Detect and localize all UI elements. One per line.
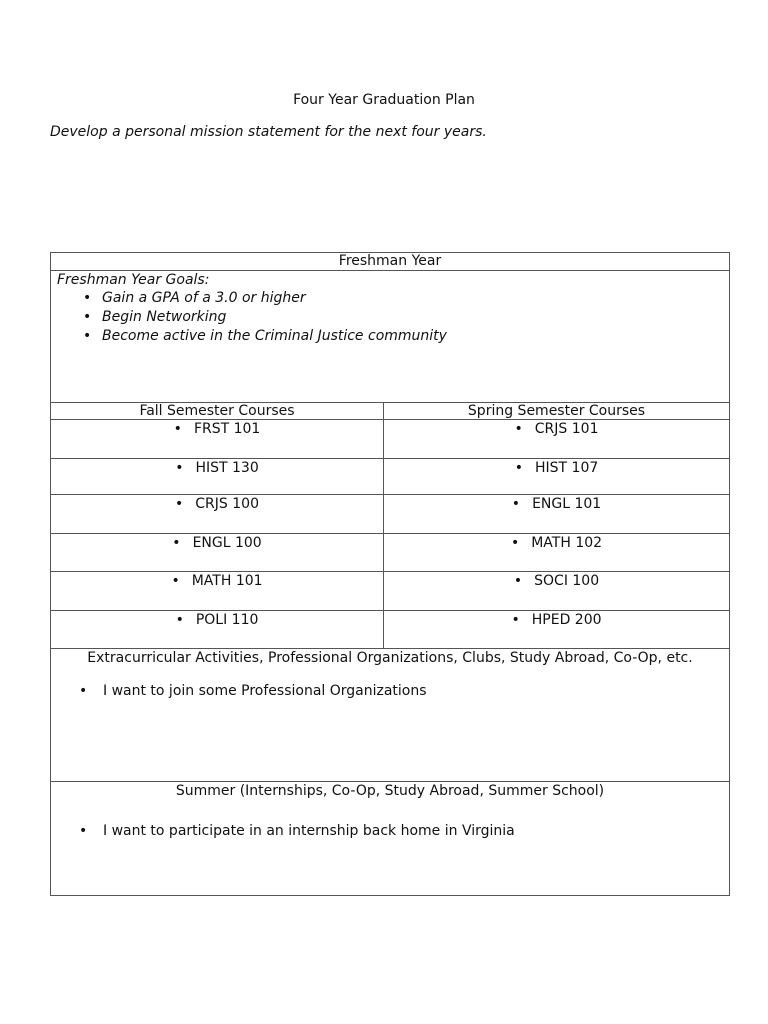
course-code: POLI 110 <box>195 612 259 628</box>
course-code: FRST 101 <box>193 421 261 437</box>
goal-item: • Become active in the Criminal Justice community <box>83 327 729 346</box>
goals-heading: Freshman Year Goals: <box>57 272 210 288</box>
bullet-icon: • <box>173 421 182 437</box>
extracurricular-cell <box>51 649 730 782</box>
fall-course <box>51 495 384 534</box>
extracurricular-heading: Extracurricular Activities, Professional Organizations, Clubs, Study Abroad, Co-Op, etc. <box>87 650 693 666</box>
summer-item: • I want to participate in an internship back home in Virginia <box>79 821 729 841</box>
extracurricular-list <box>51 681 729 701</box>
document-title: Four Year Graduation Plan <box>293 92 475 108</box>
bullet-icon: • <box>175 460 184 476</box>
bullet-icon: • <box>511 612 520 628</box>
spring-course <box>384 495 730 534</box>
bullet-icon: • <box>514 421 523 437</box>
spring-course <box>384 420 730 459</box>
bullet-icon: • <box>172 535 181 551</box>
fall-course <box>51 420 384 459</box>
goals-list <box>57 289 729 346</box>
summer-cell <box>51 782 730 896</box>
freshman-year-table <box>50 252 730 896</box>
spring-course <box>384 534 730 572</box>
fall-semester-heading: Fall Semester Courses <box>51 403 384 420</box>
course-code: SOCI 100 <box>534 573 600 589</box>
bullet-icon: • <box>513 573 523 589</box>
spring-course <box>384 611 730 649</box>
year-heading: Freshman Year <box>51 253 730 271</box>
course-code: ENGL 101 <box>532 496 602 512</box>
goals-cell <box>51 271 730 403</box>
bullet-icon: • <box>511 496 521 512</box>
course-code: HPED 200 <box>531 612 602 628</box>
spring-course <box>384 459 730 495</box>
course-code: ENGL 100 <box>192 535 262 551</box>
fall-course <box>51 534 384 572</box>
goal-item: • Begin Networking <box>83 308 729 327</box>
spring-course <box>384 572 730 611</box>
goal-item: • Gain a GPA of a 3.0 or higher <box>83 289 729 308</box>
course-code: CRJS 100 <box>195 496 259 512</box>
extracurricular-item: • I want to join some Professional Organizations <box>79 681 729 701</box>
course-code: HIST 130 <box>195 460 259 476</box>
summer-heading: Summer (Internships, Co-Op, Study Abroad, Summer School) <box>175 783 605 799</box>
bullet-icon: • <box>175 496 184 512</box>
course-code: MATH 102 <box>531 535 603 551</box>
bullet-icon: • <box>510 535 520 551</box>
bullet-icon: • <box>514 460 523 476</box>
course-code: HIST 107 <box>535 460 599 476</box>
spring-semester-heading: Spring Semester Courses <box>384 403 730 420</box>
course-code: CRJS 101 <box>534 421 599 437</box>
course-code: MATH 101 <box>191 573 263 589</box>
mission-statement-prompt: Develop a personal mission statement for the next four years. <box>50 124 487 140</box>
fall-course <box>51 611 384 649</box>
fall-course <box>51 459 384 495</box>
bullet-icon: • <box>171 573 180 589</box>
bullet-icon: • <box>175 612 184 628</box>
fall-course <box>51 572 384 611</box>
summer-list <box>51 821 729 841</box>
